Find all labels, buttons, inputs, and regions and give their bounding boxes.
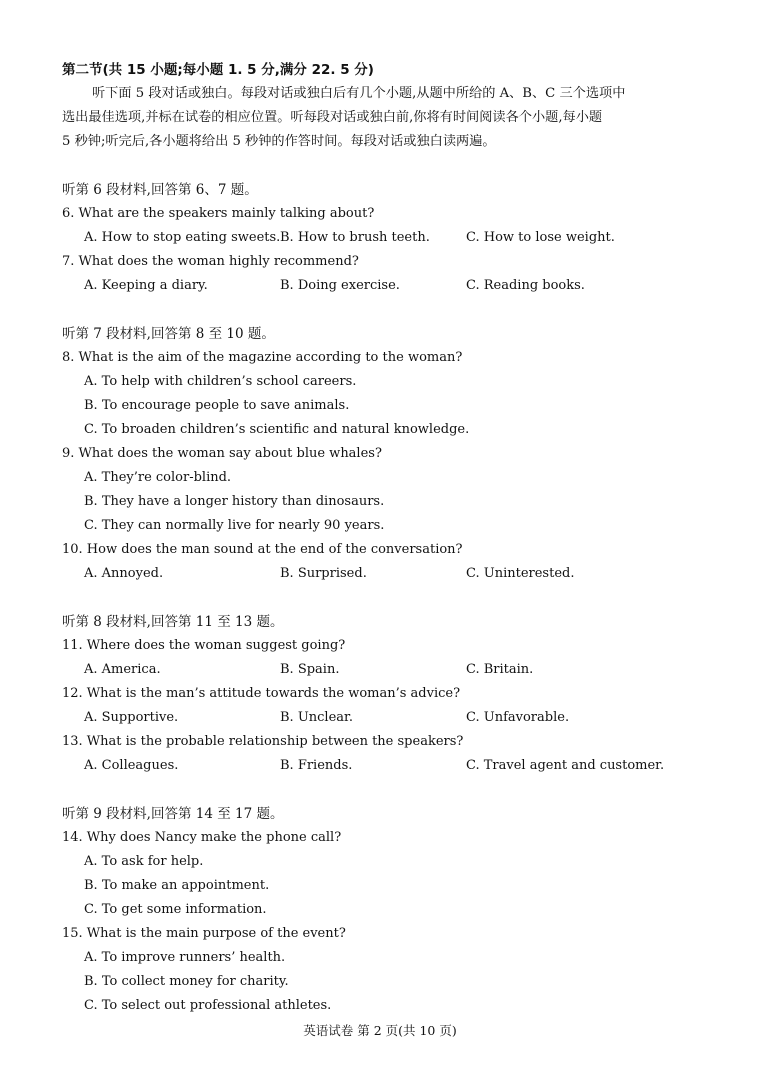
- question-10-option-c: C. Uninterested.: [466, 566, 575, 581]
- section-heading: 第二节(共 15 小题;每小题 1. 5 分,满分 22. 5 分): [62, 62, 374, 78]
- question-11-stem: 11. Where does the woman suggest going?: [62, 638, 346, 653]
- question-10-option-a: A. Annoyed.: [84, 566, 164, 581]
- question-11-option-b: B. Spain.: [280, 662, 340, 677]
- question-7-stem: 7. What does the woman highly recommend?: [62, 254, 359, 269]
- question-13-option-b: B. Friends.: [280, 758, 353, 773]
- question-15-option-c: C. To select out professional athletes.: [84, 998, 332, 1013]
- question-11-option-a: A. America.: [84, 662, 161, 677]
- question-8-option-a: A. To help with children’s school careers.: [84, 374, 357, 389]
- question-12-option-a: A. Supportive.: [84, 710, 179, 725]
- material-7-label: 听第 7 段材料,回答第 8 至 10 题。: [62, 326, 275, 342]
- question-12-option-c: C. Unfavorable.: [466, 710, 570, 725]
- question-13-stem: 13. What is the probable relationship between the speakers?: [62, 734, 464, 749]
- material-6-label: 听第 6 段材料,回答第 6、7 题。: [62, 182, 258, 198]
- question-15-option-b: B. To collect money for charity.: [84, 974, 289, 989]
- instructions-line-2: 选出最佳选项,并标在试卷的相应位置。听每段对话或独白前,你将有时间阅读各个小题,每小题: [62, 110, 603, 125]
- question-14-option-b: B. To make an appointment.: [84, 878, 270, 893]
- question-9-option-c: C. They can normally live for nearly 90 years.: [84, 518, 385, 533]
- page-footer: 英语试卷 第 2 页(共 10 页): [303, 1023, 457, 1038]
- question-13-option-c: C. Travel agent and customer.: [466, 758, 665, 773]
- question-11-option-c: C. Britain.: [466, 662, 534, 677]
- question-7-option-b: B. Doing exercise.: [280, 278, 400, 293]
- question-8-option-c: C. To broaden children’s scientific and natural knowledge.: [84, 422, 470, 437]
- question-10-stem: 10. How does the man sound at the end of the conversation?: [62, 542, 463, 557]
- question-12-option-b: B. Unclear.: [280, 710, 353, 725]
- question-15-stem: 15. What is the main purpose of the event?: [62, 926, 346, 941]
- instructions-line-3: 5 秒钟;听完后,各小题将给出 5 秒钟的作答时间。每段对话或独白读两遍。: [62, 134, 496, 149]
- question-6-option-b: B. How to brush teeth.: [280, 230, 430, 245]
- question-8-option-b: B. To encourage people to save animals.: [84, 398, 350, 413]
- question-6-option-c: C. How to lose weight.: [466, 230, 615, 245]
- question-7-option-c: C. Reading books.: [466, 278, 585, 293]
- question-13-option-a: A. Colleagues.: [84, 758, 179, 773]
- question-14-option-a: A. To ask for help.: [84, 854, 204, 869]
- question-8-stem: 8. What is the aim of the magazine according to the woman?: [62, 350, 463, 365]
- material-8-label: 听第 8 段材料,回答第 11 至 13 题。: [62, 614, 284, 630]
- question-10-option-b: B. Surprised.: [280, 566, 367, 581]
- question-6-option-a: A. How to stop eating sweets.: [84, 230, 281, 245]
- question-6-stem: 6. What are the speakers mainly talking about?: [62, 206, 375, 221]
- question-9-option-b: B. They have a longer history than dinosaurs.: [84, 494, 385, 509]
- material-9-label: 听第 9 段材料,回答第 14 至 17 题。: [62, 806, 284, 822]
- question-14-stem: 14. Why does Nancy make the phone call?: [62, 830, 342, 845]
- question-14-option-c: C. To get some information.: [84, 902, 267, 917]
- question-9-stem: 9. What does the woman say about blue whales?: [62, 446, 382, 461]
- question-9-option-a: A. They’re color-blind.: [84, 470, 232, 485]
- question-15-option-a: A. To improve runners’ health.: [84, 950, 286, 965]
- question-12-stem: 12. What is the man’s attitude towards the woman’s advice?: [62, 686, 461, 701]
- question-7-option-a: A. Keeping a diary.: [84, 278, 208, 293]
- instructions-line-1: 听下面 5 段对话或独白。每段对话或独白后有几个小题,从题中所给的 A、B、C 三个选项中: [92, 86, 626, 101]
